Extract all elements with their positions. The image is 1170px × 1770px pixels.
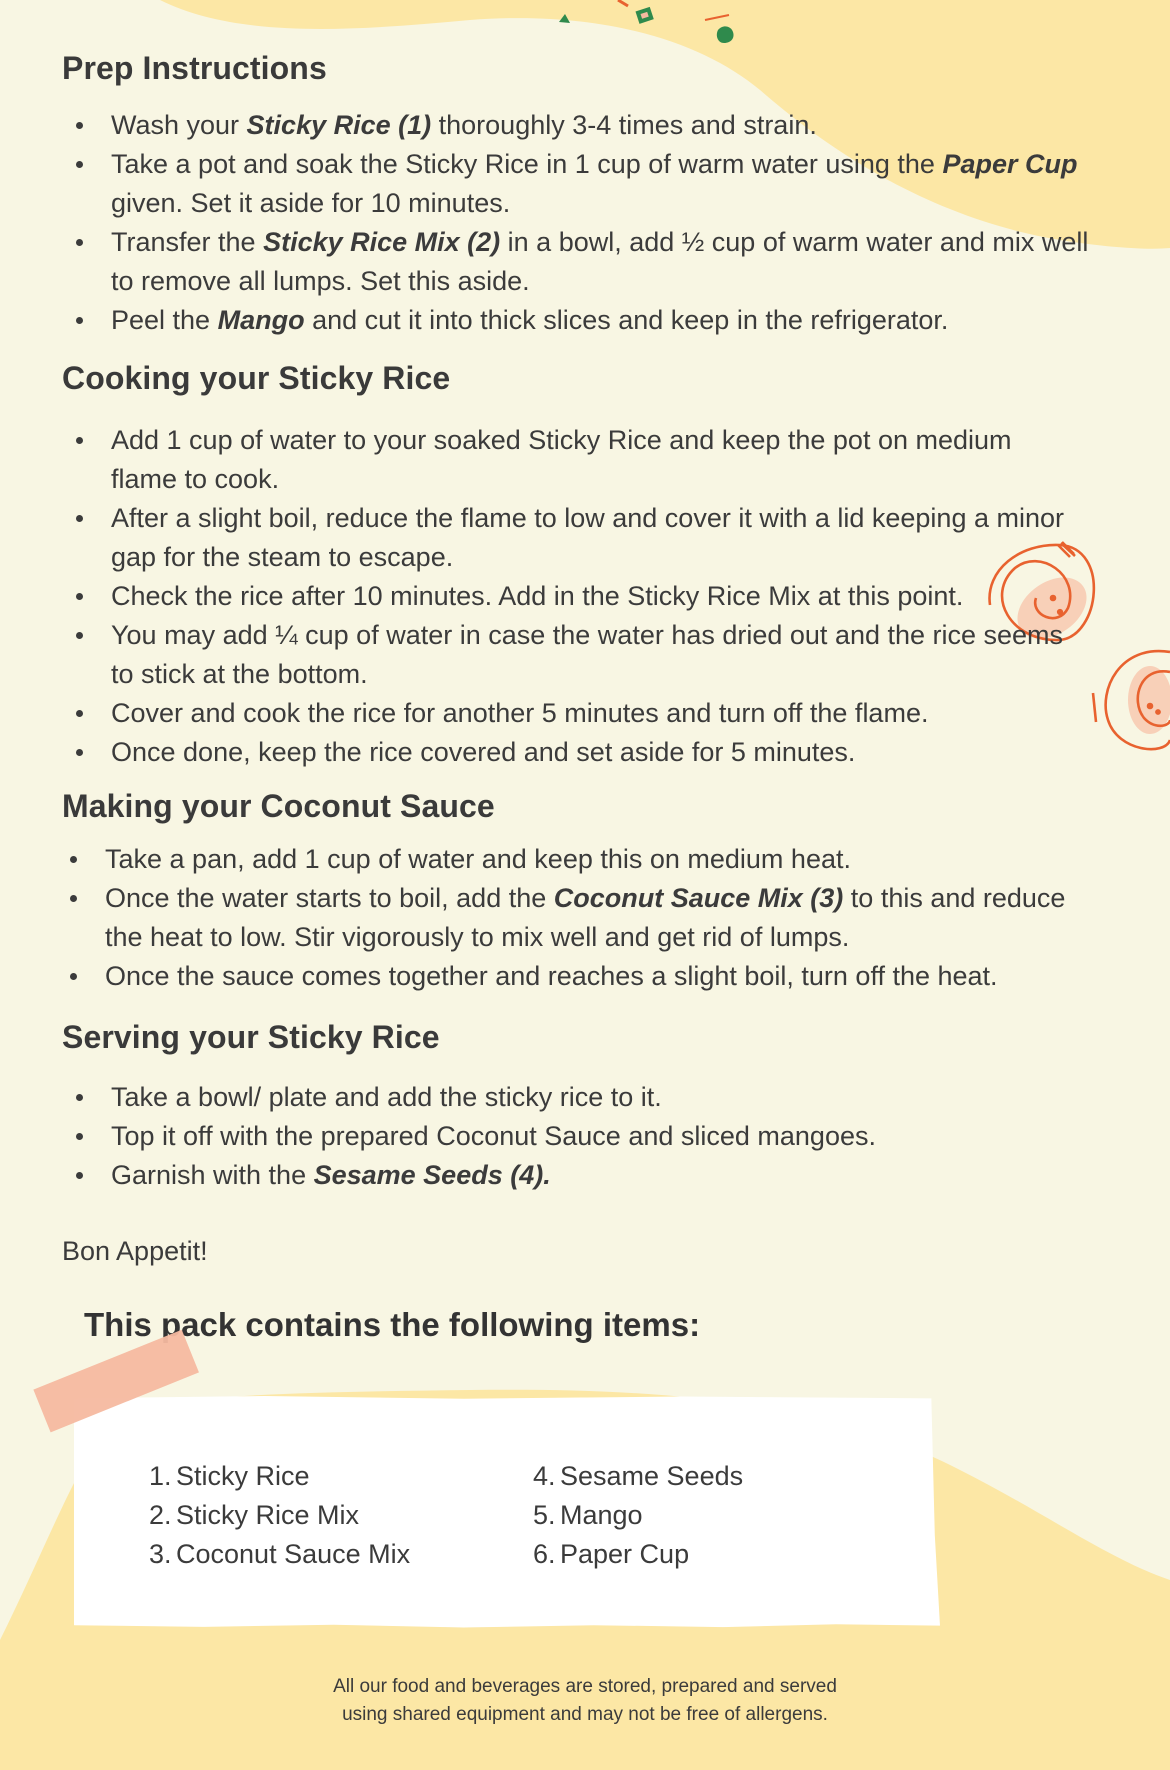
list-item: You may add ¼ cup of water in case the water has dried out and the rice seems to stick at the bottom. bbox=[111, 616, 1081, 694]
list-item: Peel the Mango and cut it into thick slices and keep in the refrigerator. bbox=[111, 301, 1101, 340]
section-title-sauce: Making your Coconut Sauce bbox=[62, 788, 495, 824]
list-item: Garnish with the Sesame Seeds (4). bbox=[111, 1156, 1091, 1195]
pack-item: 4. Sesame Seeds bbox=[533, 1461, 744, 1491]
list-item: Take a bowl/ plate and add the sticky rice to it. bbox=[111, 1078, 1091, 1117]
pack-item: 2. Sticky Rice Mix bbox=[149, 1500, 360, 1530]
pack-items-left bbox=[149, 1457, 410, 1574]
list-item: Wash your Sticky Rice (1) thoroughly 3-4 times and strain. bbox=[111, 106, 1101, 145]
pack-title: This pack contains the following items: bbox=[84, 1306, 701, 1343]
list-item: Transfer the Sticky Rice Mix (2) in a bowl, add ½ cup of warm water and mix well to remove all lumps. Set this aside. bbox=[111, 223, 1101, 301]
list-item: Once the sauce comes together and reaches a slight boil, turn off the heat. bbox=[105, 957, 1105, 996]
list-item: Take a pot and soak the Sticky Rice in 1 cup of warm water using the Paper Cup given. Set it aside for 10 minutes. bbox=[111, 145, 1101, 223]
list-item: Once the water starts to boil, add the Coconut Sauce Mix (3) to this and reduce the heat to low. Stir vigorously to mix well and get rid of lumps. bbox=[105, 879, 1105, 957]
list-item: Take a pan, add 1 cup of water and keep this on medium heat. bbox=[105, 840, 1105, 879]
disclaimer-line: using shared equipment and may not be free of allergens. bbox=[342, 1704, 828, 1725]
list-item: Once done, keep the rice covered and set aside for 5 minutes. bbox=[111, 733, 1081, 772]
section-title-cooking: Cooking your Sticky Rice bbox=[62, 360, 451, 396]
list-item: Top it off with the prepared Coconut Sauce and sliced mangoes. bbox=[111, 1117, 1091, 1156]
allergen-disclaimer bbox=[235, 1673, 935, 1729]
cooking-list bbox=[111, 421, 1081, 772]
list-item: Add 1 cup of water to your soaked Sticky Rice and keep the pot on medium flame to cook. bbox=[111, 421, 1081, 499]
pack-item: 5. Mango bbox=[533, 1500, 643, 1530]
pack-item: 3. Coconut Sauce Mix bbox=[149, 1539, 411, 1569]
section-title-serving: Serving your Sticky Rice bbox=[62, 1019, 440, 1055]
closing-text: Bon Appetit! bbox=[62, 1236, 208, 1266]
disclaimer-line: All our food and beverages are stored, prepared and served bbox=[333, 1676, 837, 1697]
pack-item: 1. Sticky Rice bbox=[149, 1461, 310, 1491]
serving-list bbox=[111, 1078, 1091, 1195]
sauce-list bbox=[105, 840, 1105, 996]
list-item: After a slight boil, reduce the flame to low and cover it with a lid keeping a minor gap for the steam to escape. bbox=[111, 499, 1081, 577]
list-item: Cover and cook the rice for another 5 minutes and turn off the flame. bbox=[111, 694, 1081, 733]
list-item: Check the rice after 10 minutes. Add in the Sticky Rice Mix at this point. bbox=[111, 577, 1081, 616]
section-title-prep: Prep Instructions bbox=[62, 50, 327, 86]
prep-list bbox=[111, 106, 1101, 340]
pack-items-right bbox=[533, 1457, 743, 1574]
pack-item: 6. Paper Cup bbox=[533, 1539, 690, 1569]
